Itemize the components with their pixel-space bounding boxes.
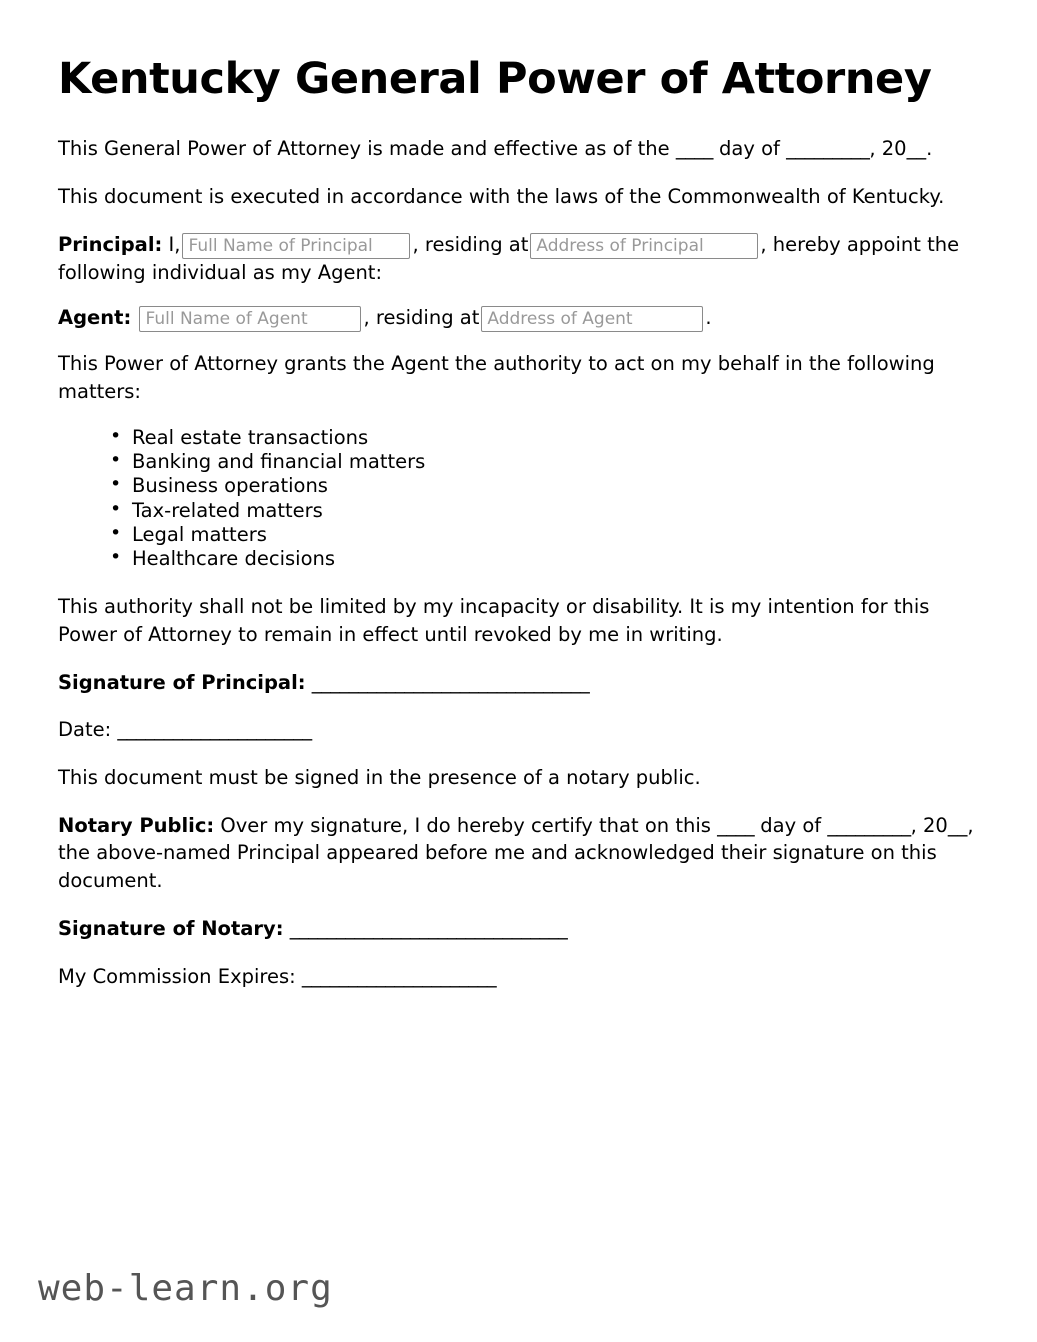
list-item: • Tax-related matters <box>110 499 979 523</box>
signature-of-principal-line <box>58 669 979 697</box>
principal-address-input[interactable] <box>530 233 758 259</box>
grant-paragraph: This Power of Attorney grants the Agent the authority to act on my behalf in the following matters: <box>58 352 935 404</box>
notary-text-between: day of <box>754 813 828 837</box>
signature-of-notary-label: Signature of Notary: <box>58 916 284 940</box>
intro-text-between: day of <box>712 137 787 161</box>
agent-line <box>58 304 979 332</box>
notary-text-before-day: Over my signature, I do hereby certify that on this <box>214 813 718 837</box>
signature-of-principal-blank: ______________________________ <box>311 670 590 694</box>
commission-expires-line <box>58 963 979 991</box>
principal-label: Principal: <box>58 232 163 256</box>
principal-line <box>58 231 979 287</box>
list-item: • Healthcare decisions <box>110 547 979 571</box>
notary-text-after: , 20__, the above-named Principal appeared before me and acknowledged their signature on this document. <box>58 813 974 893</box>
agent-name-input[interactable] <box>139 306 361 332</box>
signature-of-notary-blank: ______________________________ <box>289 916 568 940</box>
signature-of-notary-line <box>58 915 979 943</box>
page-title: Kentucky General Power of Attorney <box>58 54 932 104</box>
durability-paragraph: This authority shall not be limited by my incapacity or disability. It is my intention for this Power of Attorney to remain in effect until revoked by me in writing. <box>58 595 930 647</box>
site-watermark: web-learn.org <box>38 1268 333 1309</box>
intro-text-after: , 20__. <box>869 137 933 161</box>
signature-of-principal-label: Signature of Principal: <box>58 670 306 694</box>
commission-expires-label: My Commission Expires: <box>58 964 296 988</box>
date-blank: _____________________ <box>117 718 312 742</box>
date-line <box>58 716 979 744</box>
intro-text-before-day: This General Power of Attorney is made and effective as of the <box>58 137 676 161</box>
notary-requirement-paragraph: This document must be signed in the presence of a notary public. <box>58 766 701 790</box>
list-item: • Business operations <box>110 474 979 498</box>
list-item: • Banking and financial matters <box>110 450 979 474</box>
agent-label: Agent: <box>58 306 132 330</box>
principal-text-after: , hereby appoint the following individual as my Agent: <box>58 232 960 284</box>
notary-month-blank: _________ <box>827 813 911 837</box>
agent-address-input[interactable] <box>481 306 703 332</box>
intro-day-blank: ____ <box>675 137 713 161</box>
list-item: • Legal matters <box>110 523 979 547</box>
matters-list <box>58 426 979 572</box>
intro-month-blank: _________ <box>786 137 870 161</box>
date-label: Date: <box>58 718 112 742</box>
intro-paragraph <box>58 135 979 163</box>
law-paragraph: This document is executed in accordance with the laws of the Commonwealth of Kentucky. <box>58 184 945 208</box>
list-item: • Real estate transactions <box>110 426 979 450</box>
notary-day-blank: ____ <box>717 813 755 837</box>
principal-text-between: , residing at <box>412 232 529 256</box>
notary-paragraph <box>58 812 979 895</box>
principal-text-before-name: I, <box>162 232 181 256</box>
notary-public-label: Notary Public: <box>58 813 215 837</box>
principal-name-input[interactable] <box>182 233 410 259</box>
agent-text-after: . <box>705 306 712 330</box>
commission-expires-blank: _____________________ <box>301 964 497 988</box>
agent-text-between: , residing at <box>363 306 480 330</box>
